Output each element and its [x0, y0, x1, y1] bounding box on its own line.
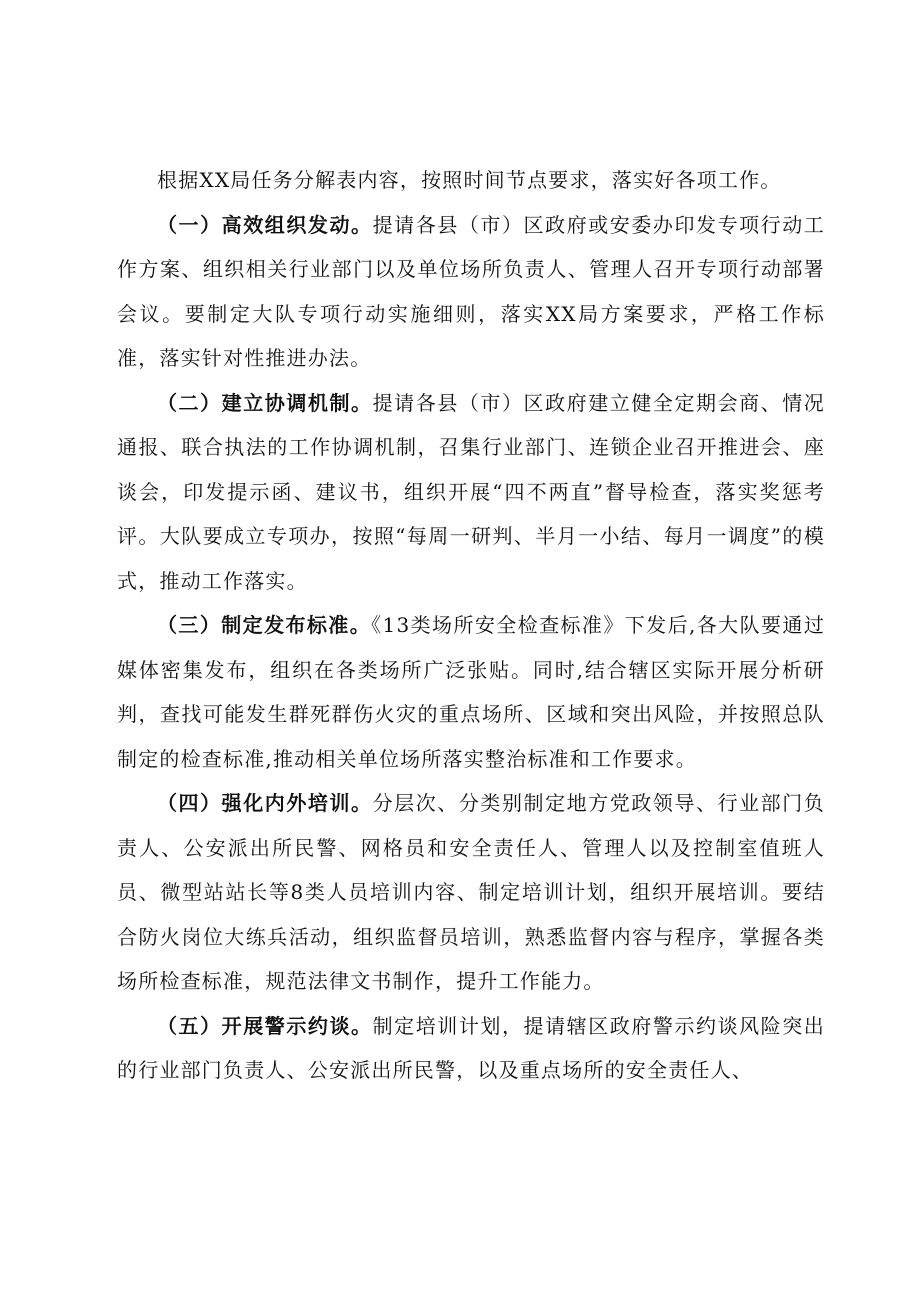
- section-5-paragraph: [117, 1004, 825, 1093]
- intro-text: 根据XX局任务分解表内容，按照时间节点要求，落实好各项工作。: [157, 168, 782, 192]
- section-3-body: 《13类场所安全检查标准》下发后,各大队要通过媒体密集发布，组织在各类场所广泛张贴。同时,结合辖区实际开展分析研判，查找可能发生群死群伤火灾的重点场所、区域和突出风险，并按照总队制定的检查标准,推动相关单位场所落实整治标准和工作要求。: [117, 613, 826, 771]
- document-body: [117, 158, 825, 1093]
- section-4-heading: （四）强化内外培训。: [157, 791, 373, 815]
- section-4-body: 分层次、分类别制定地方党政领导、行业部门负责人、公安派出所民警、网格员和安全责任人、管理人以及控制室值班人员、微型站站长等8类人员培训内容、制定培训计划，组织开展培训。要结合防火岗位大练兵活动，组织监督员培训，熟悉监督内容与程序，掌握各类场所检查标准，规范法律文书制作，提升工作能力。: [117, 791, 826, 993]
- section-1-body: 提请各县（市）区政府或安委办印发专项行动工作方案、组织相关行业部门以及单位场所负责人、管理人召开专项行动部署会议。要制定大队专项行动实施细则，落实XX局方案要求，严格工作标准，落实针对性推进办法。: [117, 212, 826, 370]
- intro-paragraph: [117, 158, 825, 203]
- section-2-body: 提请各县（市）区政府建立健全定期会商、情况通报、联合执法的工作协调机制，召集行业部门、连锁企业召开推进会、座谈会，印发提示函、建议书，组织开展“四不两直”督导检查，落实奖惩考评。大队要成立专项办，按照“每周一研判、半月一小结、每月一调度”的模式，推动工作落实。: [117, 390, 826, 593]
- section-1-paragraph: [117, 203, 825, 381]
- section-1-heading: （一）高效组织发动。: [157, 212, 373, 237]
- section-2-heading: （二）建立协调机制。: [157, 390, 373, 415]
- section-3-paragraph: [117, 603, 825, 781]
- section-5-body: 制定培训计划，提请辖区政府警示约谈风险突出的行业部门负责人、公安派出所民警，以及重点场所的安全责任人、: [117, 1013, 826, 1082]
- section-5-heading: （五）开展警示约谈。: [157, 1013, 373, 1038]
- section-2-paragraph: [117, 381, 825, 604]
- section-4-paragraph: [117, 781, 825, 1004]
- section-3-heading: （三）制定发布标准。: [157, 613, 372, 637]
